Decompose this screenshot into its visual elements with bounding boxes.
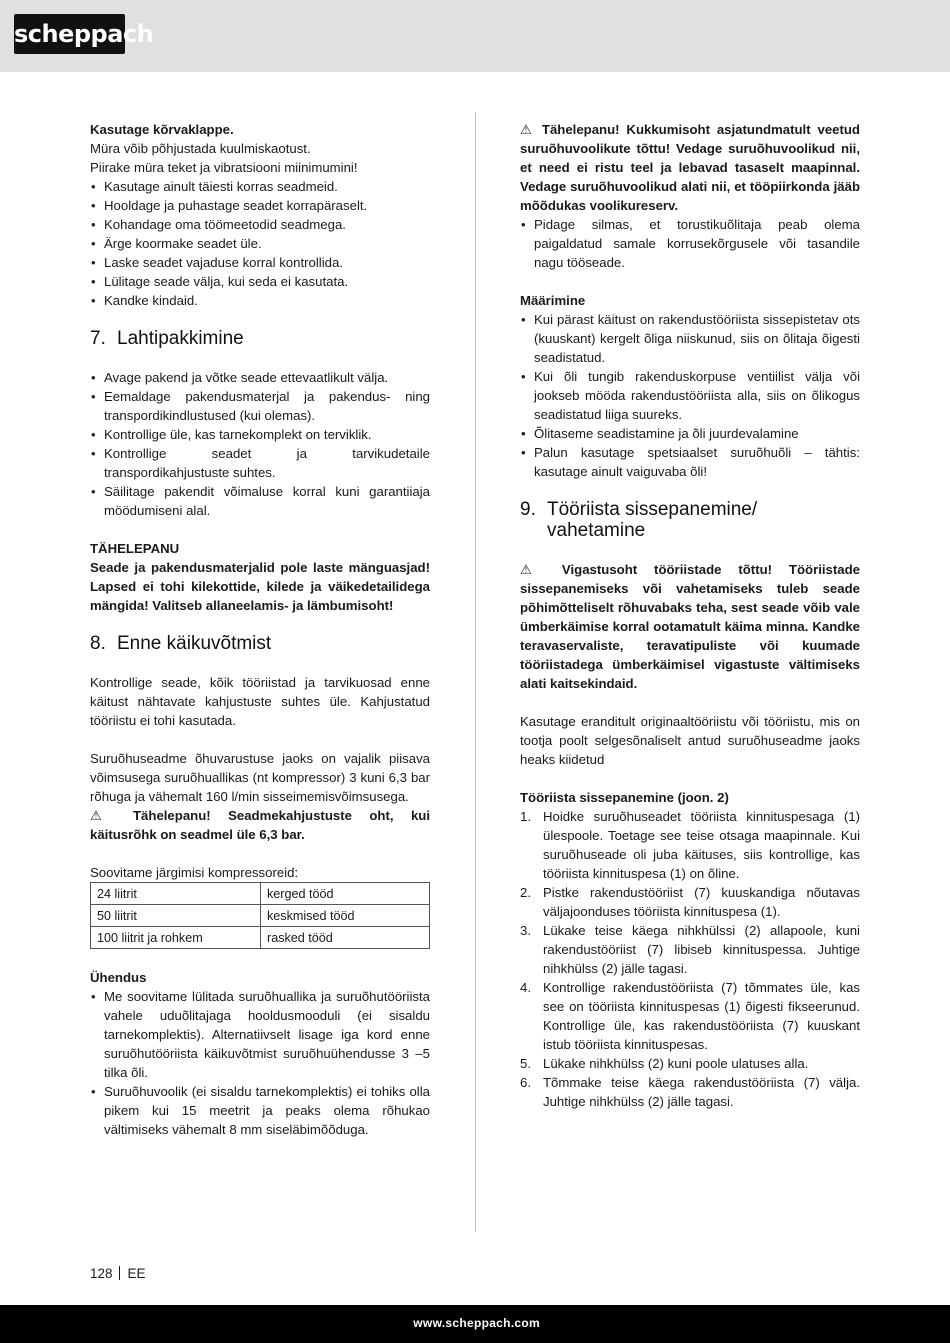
section-title-line: vahetamine <box>547 520 646 541</box>
list-item: • Kasutage ainult täiesti korras seadmeid. <box>90 177 430 196</box>
unpacking-bullet-list <box>90 368 430 520</box>
connection-heading: Ühendus <box>90 970 147 985</box>
table-cell: 24 liitrit <box>91 883 261 905</box>
noise-line: Piirake müra teket ja vibratsiooni miinimumini! <box>90 160 358 175</box>
table-cell: 100 liitrit ja rohkem <box>91 927 261 949</box>
list-item: • Eemaldage pakendusmaterjal ja pakendus- ning transpordikindlustused (kui olemas). <box>90 387 430 425</box>
table-row <box>91 905 430 927</box>
list-item: • Kontrollige seadet ja tarvikudetaile transpordikahjustuste suhtes. <box>90 444 430 482</box>
list-item: • Hooldage ja puhastage seadet korrapäraselt. <box>90 196 430 215</box>
hose-bullet-list <box>520 215 860 272</box>
list-item <box>520 921 860 978</box>
section-title: Lahtipakkimine <box>117 328 244 349</box>
step-text: Tõmmake teise käega rakendustööriista (7) välja. Juhtige nihkhülss (2) jälle tagasi. <box>543 1075 860 1109</box>
section-9-heading <box>520 499 860 541</box>
lubrication-bullet-list <box>520 310 860 481</box>
page-footer-info <box>90 1265 146 1283</box>
tool-insertion-steps <box>520 807 860 1111</box>
list-item: • Säilitage pakendit võimaluse korral kuni garantiiaja möödumiseni alal. <box>90 482 430 520</box>
step-text: Lükake teise käega nihkhülssi (2) allapoole, kuni rakendustööriist (7) libiseb kinnituspessa. Juhtige nihkhülss (2) jälle tagasi. <box>543 923 860 976</box>
table-cell: 50 liitrit <box>91 905 261 927</box>
list-item: • Laske seadet vajaduse korral kontrollida. <box>90 253 430 272</box>
step-number: 1. <box>520 809 531 824</box>
column-divider <box>475 112 476 1232</box>
notice-heading: TÄHELEPANU <box>90 541 180 556</box>
section-title <box>547 499 860 541</box>
list-item <box>520 978 860 1054</box>
section-title: Enne käikuvõtmist <box>117 633 272 654</box>
tool-insertion-heading: Tööriista sissepanemine (joon. 2) <box>520 790 729 805</box>
list-item: • Palun kasutage spetsiaalset suruõhuõli – tähtis: kasutage ainult vaiguvaba õli! <box>520 443 860 481</box>
list-item: • Kontrollige üle, kas tarnekomplekt on terviklik. <box>90 425 430 444</box>
table-cell: rasked tööd <box>261 927 430 949</box>
list-item: • Kui pärast käitust on rakendustööriista sissepistetav ots (kuuskant) kergelt õliga niiskunud, siis on õlitaja õigesti seadistatud. <box>520 310 860 367</box>
list-item: • Õlitaseme seadistamine ja õli juurdevalamine <box>520 424 860 443</box>
air-supply-paragraph: Suruõhuseadme õhuvarustuse jaoks on vajalik piisava võimsusega suruõhuallikas (nt kompressor) 3 kuni 6,3 bar rõhuga ja vähemalt 160 l/min sisseimemisvõimsusega. <box>90 751 430 804</box>
section-number: 8. <box>90 633 106 654</box>
list-item: • Kohandage oma töömeetodid seadmega. <box>90 215 430 234</box>
list-item: • Pidage silmas, et torustikuõlitaja peab olema paigaldatud samale korrusekõrgusele või tasandile nagu tööseade. <box>520 215 860 272</box>
connection-bullet-list <box>90 987 430 1139</box>
notice-text: Seade ja pakendusmaterjalid pole laste mänguasjad! Lapsed ei tohi kilekottide, kilede ja väikedetailidega mängida! Valitseb allaneelamis- ja lämbumisoht! <box>90 560 430 613</box>
right-column <box>520 120 860 1111</box>
section-number: 7. <box>90 328 106 349</box>
original-tools-paragraph: Kasutage eranditult originaaltööriistu või tööriistu, mis on tootja poolt selgesõnaliselt antud suruõhuseadme jaoks heaks kiidetud <box>520 714 860 767</box>
pressure-warning: ⚠ Tähelepanu! Seadmekahjustuste oht, kui käitusrõhk on seadmel üle 6,3 bar. <box>90 808 430 842</box>
table-cell: kerged tööd <box>261 883 430 905</box>
section-number: 9. <box>520 499 536 520</box>
list-item: • Me soovitame lülitada suruõhuallika ja suruõhutööriista vahele uduõlitajaga hooldusmooduli (ei sisaldu tarnekomplektis). Alternatiivselt lisage iga kord enne suruõhutööriista käikuvõtmist suruõhuühendusse 3 –5 tilka õli. <box>90 987 430 1082</box>
list-item <box>520 1054 860 1073</box>
lubrication-heading: Määrimine <box>520 293 586 308</box>
left-column <box>90 120 430 1139</box>
table-row <box>91 927 430 949</box>
step-number: 2. <box>520 885 531 900</box>
noise-line: Müra võib põhjustada kuulmiskaotust. <box>90 141 311 156</box>
list-item <box>520 883 860 921</box>
step-number: 6. <box>520 1075 531 1090</box>
step-text: Kontrollige rakendustööriista (7) tõmmates üle, kas see on tööriista kinnituspesas (1) õigesti fikseerunud. Kontrollige üle, kas rakendustööriista (7) kuuskant istub tööriista kinnituspesas. <box>543 980 860 1052</box>
list-item: • Suruõhuvoolik (ei sisaldu tarnekomplektis) ei tohiks olla pikem kui 15 meetrit ja peaks olema rõhukao vältimiseks vähemalt 8 mm siseläbimõõduga. <box>90 1082 430 1139</box>
section-8-heading <box>90 633 430 654</box>
language-code: EE <box>127 1266 146 1281</box>
compressor-table <box>90 882 430 949</box>
page-number: 128 <box>90 1266 113 1281</box>
list-item: • Ärge koormake seadet üle. <box>90 234 430 253</box>
step-number: 4. <box>520 980 531 995</box>
inspection-paragraph: Kontrollige seade, kõik tööriistad ja tarvikuosad enne käitust nähtavate kahjustuste suhtes üle. Kahjustatud tööriistu ei tohi kasutada. <box>90 675 430 728</box>
list-item <box>520 807 860 883</box>
step-text: Lükake nihkhülss (2) kuni poole ulatuses alla. <box>543 1056 809 1071</box>
noise-bullet-list <box>90 177 430 310</box>
table-cell: keskmised tööd <box>261 905 430 927</box>
section-7-heading <box>90 328 430 349</box>
footer-separator <box>119 1266 120 1280</box>
table-row <box>91 883 430 905</box>
list-item <box>520 1073 860 1111</box>
hose-warning: ⚠ Tähelepanu! Kukkumisoht asjatundmatult veetud suruõhuvoolikute tõttu! Vedage suruõhuvoolikud nii, et need ei ristu teel ja lebavad tasaselt maapinnal. Vedage suruõhuvoolikud alati nii, et tööpiirkonda jääb mõõdukas voolikureserv. <box>520 122 860 213</box>
website-link[interactable]: www.scheppach.com <box>413 1316 540 1330</box>
scheppach-logo: scheppach <box>14 14 125 54</box>
step-number: 5. <box>520 1056 531 1071</box>
list-item: • Kandke kindaid. <box>90 291 430 310</box>
injury-warning: ⚠ Vigastusoht tööriistade tõttu! Tööriistade sissepanemiseks või vahetamiseks tuleb seade põhimõtteliselt rõhuvabaks teha, sest seade võib vale ümberkäimise korral ootamatult käima minna. Kandke teravaservaliste, teravatipuliste või kuumade tööriistadega ümberkäimisel vigastuste vältimiseks alati kaitsekindaid. <box>520 562 860 691</box>
list-item: • Lülitage seade välja, kui seda ei kasutata. <box>90 272 430 291</box>
list-item: • Kui õli tungib rakenduskorpuse ventiilist välja või jookseb mööda rakendustööriista alla, siis on õlikogus seadistatud liiga suureks. <box>520 367 860 424</box>
step-text: Hoidke suruõhuseadet tööriista kinnituspesaga (1) ülespoole. Toetage see teise otsaga maapinnale. Kui suruõhuseade oli juba käituses, siis kontrollige, kas tööriista kinnituspesa (1) on õline. <box>543 809 860 881</box>
step-text: Pistke rakendustööriist (7) kuuskandiga nõutavas väljajoonduses tööriista kinnituspesa (1). <box>543 885 860 919</box>
section-title-line: Tööriista sissepanemine/ <box>547 499 758 520</box>
compressor-intro: Soovitame järgimisi kompressoreid: <box>90 865 299 880</box>
ear-protection-heading: Kasutage kõrvaklappe. <box>90 122 234 137</box>
step-number: 3. <box>520 923 531 938</box>
list-item: • Avage pakend ja võtke seade ettevaatlikult välja. <box>90 368 430 387</box>
